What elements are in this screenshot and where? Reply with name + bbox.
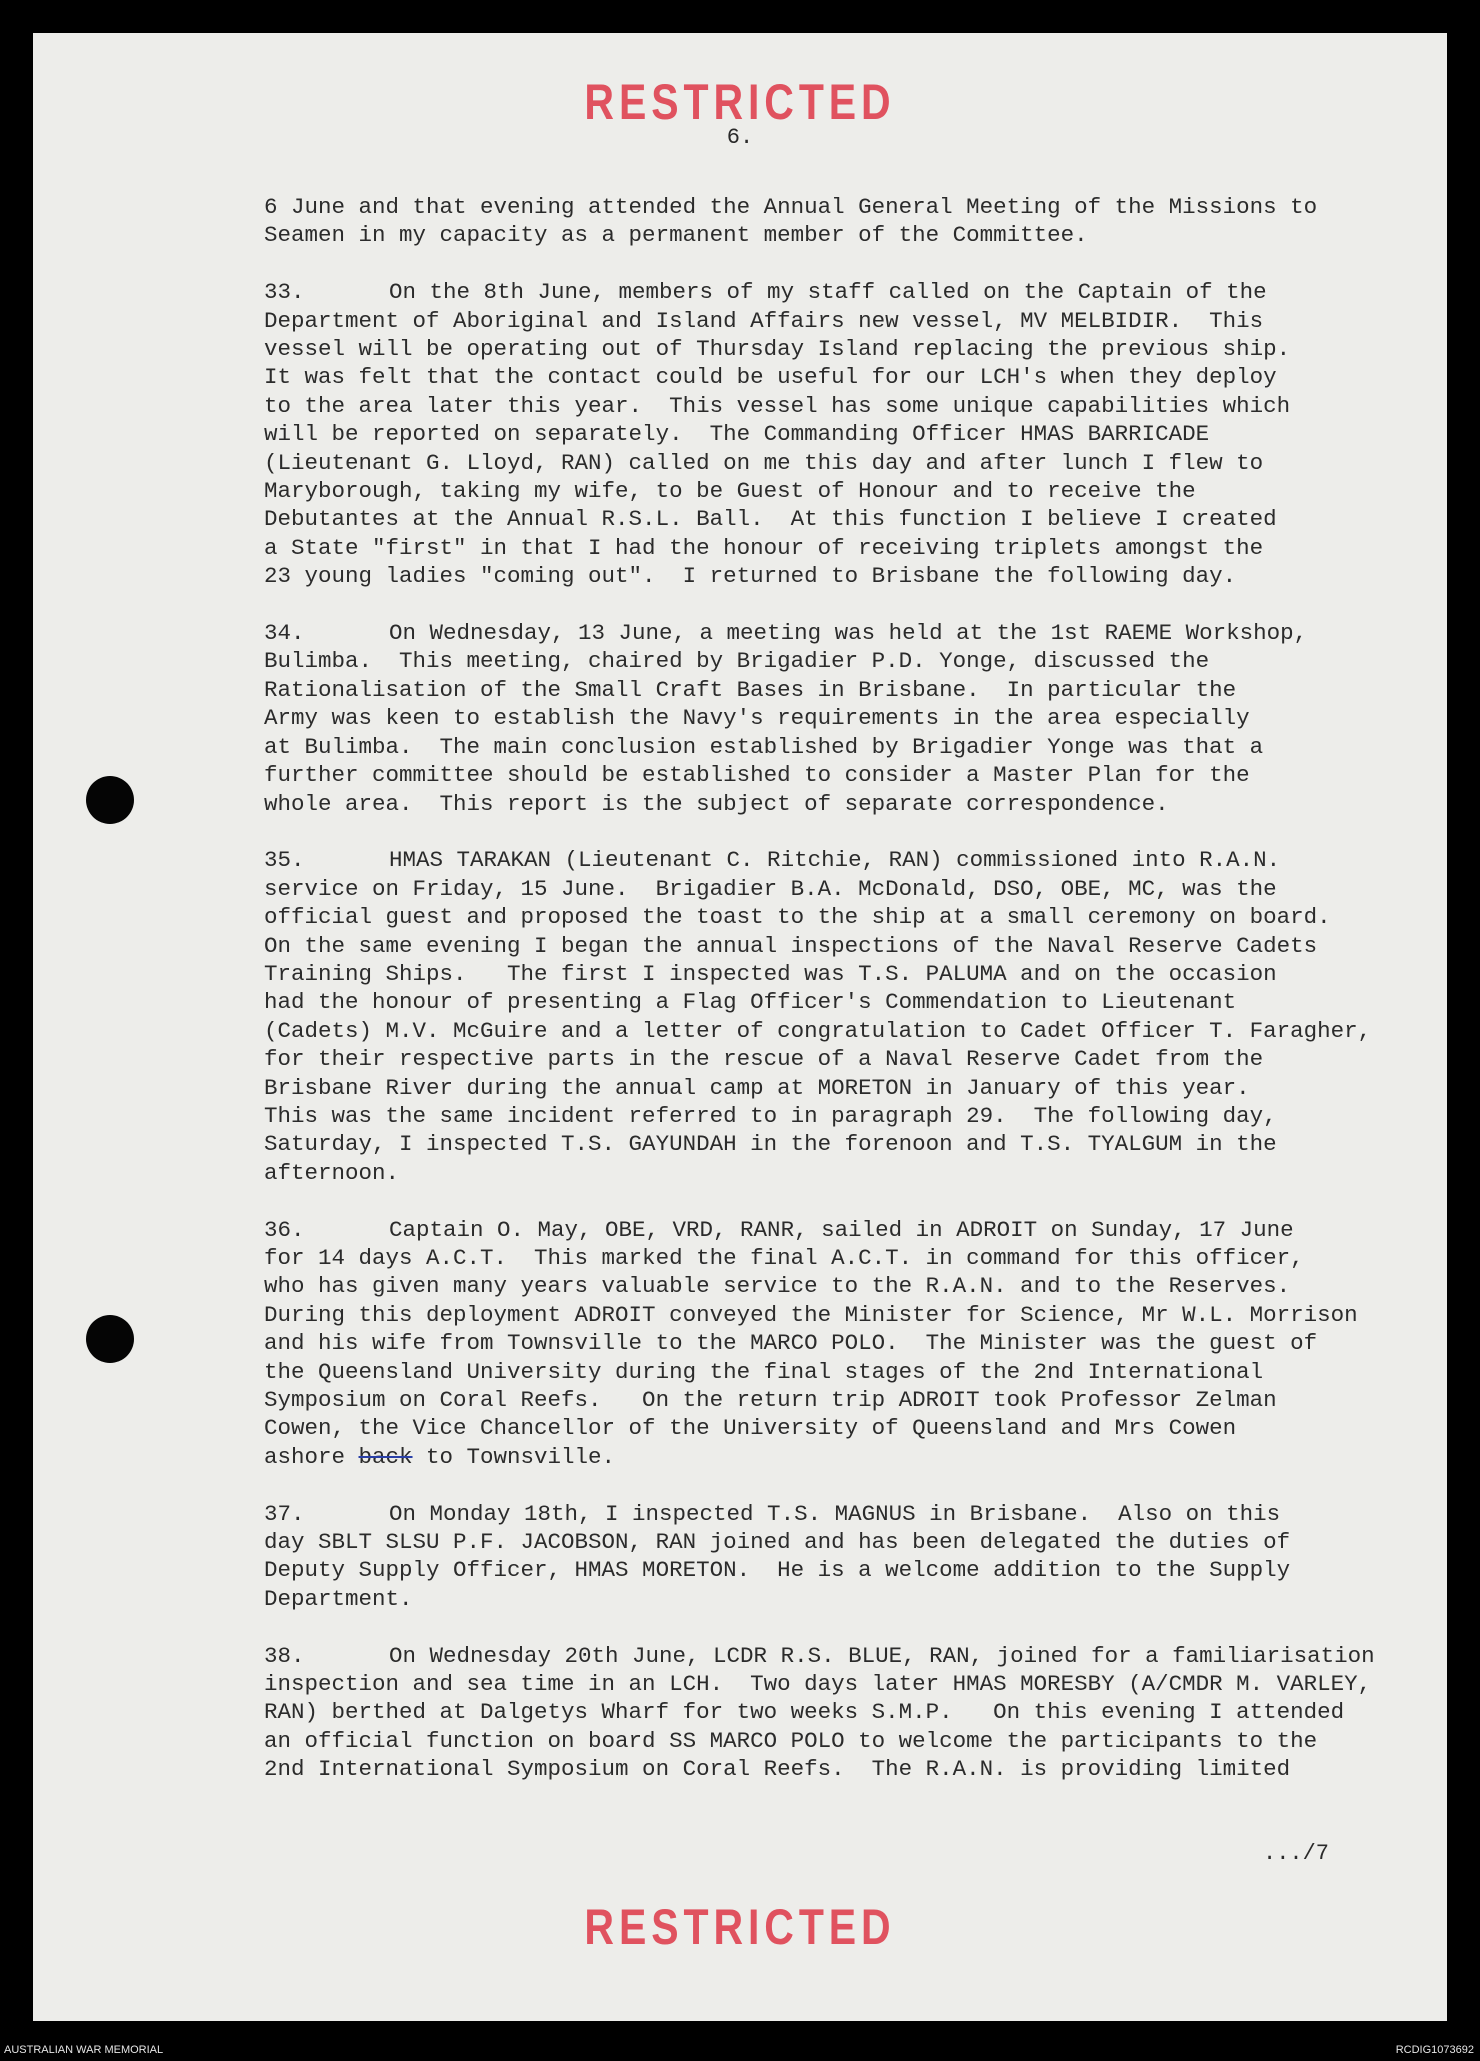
text-line <box>264 1244 1444 1272</box>
text-line <box>264 676 1444 704</box>
line-text: This was the same incident referred to in paragraph 29. The following day, <box>264 1102 1277 1129</box>
line-text: RAN) berthed at Dalgetys Wharf for two weeks S.M.P. On this evening I attended <box>264 1699 1345 1726</box>
text-line <box>264 505 1444 533</box>
line-text: service on Friday, 15 June. Brigadier B.A. McDonald, DSO, OBE, MC, was the <box>264 875 1277 902</box>
line-text: Maryborough, taking my wife, to be Guest of Honour and to receive the <box>264 478 1196 505</box>
text-line <box>264 1698 1444 1726</box>
line-text: Rationalisation of the Small Craft Bases in Brisbane. In particular the <box>264 676 1237 703</box>
line-text: Captain O. May, OBE, VRD, RANR, sailed in ADROIT on Sunday, 17 June <box>389 1216 1294 1243</box>
text-line <box>264 932 1444 960</box>
text-line <box>264 790 1444 818</box>
text-line <box>264 1414 1444 1442</box>
line-text: It was felt that the contact could be useful for our LCH's when they deploy <box>264 364 1277 391</box>
line-text: vessel will be operating out of Thursday Island replacing the previous ship. <box>264 336 1291 363</box>
text-line <box>264 1102 1444 1130</box>
line-text: During this deployment ADROIT conveyed the Minister for Science, Mr W.L. Morrison <box>264 1301 1358 1328</box>
line-text: whole area. This report is the subject of separate correspondence. <box>264 790 1169 817</box>
text-line <box>264 1329 1444 1357</box>
line-text: for 14 days A.C.T. This marked the final A.C.T. in command for this officer, <box>264 1244 1304 1271</box>
text-line <box>264 1017 1444 1045</box>
struck-word: back <box>358 1443 413 1470</box>
line-text: 23 young ladies "coming out". I returned to Brisbane the following day. <box>264 563 1237 590</box>
text-line <box>264 1130 1444 1158</box>
line-text: the Queensland University during the final stages of the 2nd International <box>264 1358 1264 1385</box>
text-line <box>264 1528 1444 1556</box>
line-text: inspection and sea time in an LCH. Two days later HMAS MORESBY (A/CMDR M. VARLEY, <box>264 1671 1372 1698</box>
text-line <box>264 903 1444 931</box>
line-text: Cowen, the Vice Chancellor of the University of Queensland and Mrs Cowen <box>264 1415 1237 1442</box>
text-line <box>264 335 1444 363</box>
line-text: 6 June and that evening attended the Annual General Meeting of the Missions to <box>264 194 1318 220</box>
text-line <box>264 1301 1444 1329</box>
paragraph-number: 34. <box>264 620 305 647</box>
document-body <box>264 193 1444 1812</box>
line-text: Brisbane River during the annual camp at MORETON in January of this year. <box>264 1074 1250 1101</box>
line-text: for their respective parts in the rescue of a Naval Reserve Cadet from the <box>264 1046 1264 1073</box>
line-text: had the honour of presenting a Flag Officer's Commendation to Lieutenant <box>264 989 1237 1016</box>
line-text: On Monday 18th, I inspected T.S. MAGNUS in Brisbane. Also on this <box>389 1500 1281 1527</box>
line-text: to the area later this year. This vessel has some unique capabilities which <box>264 392 1291 419</box>
punch-hole-lower <box>86 1315 134 1363</box>
line-text: Deputy Supply Officer, HMAS MORETON. He is a welcome addition to the Supply <box>264 1557 1291 1584</box>
paragraph-34 <box>264 619 1444 818</box>
line-text: On Wednesday, 13 June, a meeting was held at the 1st RAEME Workshop, <box>389 620 1308 647</box>
line-text: Debutantes at the Annual R.S.L. Ball. At this function I believe I created <box>264 506 1277 533</box>
text-line <box>264 1443 1444 1471</box>
paragraph-number: 35. <box>264 847 305 874</box>
line-text: a State "first" in that I had the honour of receiving triplets amongst the <box>264 534 1264 561</box>
punch-hole-upper <box>86 776 134 824</box>
line-text: Department. <box>264 1585 413 1612</box>
line-text: Army was keen to establish the Navy's requirements in the area especially <box>264 705 1250 732</box>
text-line <box>264 534 1444 562</box>
line-text: On the 8th June, members of my staff called on the Captain of the <box>389 279 1267 306</box>
text-line <box>264 733 1444 761</box>
text-line <box>264 1074 1444 1102</box>
line-text: On Wednesday 20th June, LCDR R.S. BLUE, RAN, joined for a familiarisation <box>389 1642 1375 1669</box>
paragraph-37 <box>264 1500 1444 1614</box>
line-text: HMAS TARAKAN (Lieutenant C. Ritchie, RAN) commissioned into R.A.N. <box>389 847 1281 874</box>
restricted-stamp-bottom: RESTRICTED <box>584 1899 896 1955</box>
line-text: day SBLT SLSU P.F. JACOBSON, RAN joined and has been delegated the duties of <box>264 1529 1291 1556</box>
paragraph-number: 36. <box>264 1216 305 1243</box>
paragraph-number: 38. <box>264 1642 305 1669</box>
continuation-marker: .../7 <box>1263 1841 1330 1866</box>
text-line <box>264 1755 1444 1783</box>
text-line <box>264 1159 1444 1187</box>
restricted-stamp-top: RESTRICTED <box>584 74 896 130</box>
text-line <box>264 988 1444 1016</box>
text-line <box>264 392 1444 420</box>
text-line <box>264 960 1444 988</box>
line-text: and his wife from Townsville to the MARCO POLO. The Minister was the guest of <box>264 1330 1318 1357</box>
text-line <box>264 1727 1444 1755</box>
text-line <box>264 761 1444 789</box>
text-line <box>264 449 1444 477</box>
line-text: will be reported on separately. The Commanding Officer HMAS BARRICADE <box>264 421 1210 448</box>
text-line <box>264 875 1444 903</box>
text-line <box>264 1216 1444 1244</box>
text-line <box>264 1670 1444 1698</box>
line-text: (Cadets) M.V. McGuire and a letter of congratulation to Cadet Officer T. Faragher, <box>264 1017 1372 1044</box>
text-line <box>264 278 1444 306</box>
line-text: Department of Aboriginal and Island Affairs new vessel, MV MELBIDIR. This <box>264 307 1264 334</box>
line-text: On the same evening I began the annual inspections of the Naval Reserve Cadets <box>264 932 1318 959</box>
paragraph-38 <box>264 1642 1444 1784</box>
footer-record-id: RCDIG1073692 <box>1395 2044 1474 2056</box>
line-text: at Bulimba. The main conclusion established by Brigadier Yonge was that a <box>264 733 1264 760</box>
text-line <box>264 221 1444 249</box>
line-text: Saturday, I inspected T.S. GAYUNDAH in the forenoon and T.S. TYALGUM in the <box>264 1131 1277 1158</box>
text-line <box>264 562 1444 590</box>
text-line <box>264 420 1444 448</box>
text-line <box>264 846 1444 874</box>
paragraph-36 <box>264 1216 1444 1472</box>
text-line <box>264 619 1444 647</box>
text-line <box>264 1585 1444 1613</box>
line-text: Bulimba. This meeting, chaired by Brigadier P.D. Yonge, discussed the <box>264 648 1210 675</box>
line-text: Training Ships. The first I inspected was T.S. PALUMA and on the occasion <box>264 960 1277 987</box>
document-page <box>33 33 1447 2021</box>
paragraph-number: 37. <box>264 1500 305 1527</box>
line-text: (Lieutenant G. Lloyd, RAN) called on me this day and after lunch I flew to <box>264 449 1264 476</box>
text-line <box>264 1642 1444 1670</box>
text-line <box>264 1358 1444 1386</box>
line-text: Symposium on Coral Reefs. On the return trip ADROIT took Professor Zelman <box>264 1387 1277 1413</box>
text-line <box>264 647 1444 675</box>
line-text: to Townsville. <box>412 1443 616 1470</box>
text-line <box>264 1045 1444 1073</box>
text-line <box>264 1500 1444 1528</box>
text-line <box>264 193 1444 221</box>
footer-archive-name: AUSTRALIAN WAR MEMORIAL <box>4 2044 164 2056</box>
line-text: official guest and proposed the toast to the ship at a small ceremony on board. <box>264 904 1331 931</box>
line-text: an official function on board SS MARCO POLO to welcome the participants to the <box>264 1727 1318 1754</box>
paragraph-33 <box>264 278 1444 590</box>
text-line <box>264 1386 1444 1414</box>
paragraph-number: 33. <box>264 279 305 306</box>
line-text: further committee should be established to consider a Master Plan for the <box>264 762 1250 789</box>
text-line <box>264 704 1444 732</box>
text-line <box>264 363 1444 391</box>
line-text: Seamen in my capacity as a permanent member of the Committee. <box>264 222 1088 249</box>
text-line <box>264 477 1444 505</box>
page-number: 6. <box>726 125 754 150</box>
line-text: afternoon. <box>264 1159 400 1186</box>
line-text: 2nd International Symposium on Coral Reefs. The R.A.N. is providing limited <box>264 1756 1291 1783</box>
paragraph-continued <box>264 193 1444 250</box>
line-text: who has given many years valuable service to the R.A.N. and to the Reserves. <box>264 1273 1291 1300</box>
line-text: ashore <box>264 1443 359 1470</box>
text-line <box>264 307 1444 335</box>
paragraph-35 <box>264 846 1444 1187</box>
text-line <box>264 1556 1444 1584</box>
text-line <box>264 1272 1444 1300</box>
